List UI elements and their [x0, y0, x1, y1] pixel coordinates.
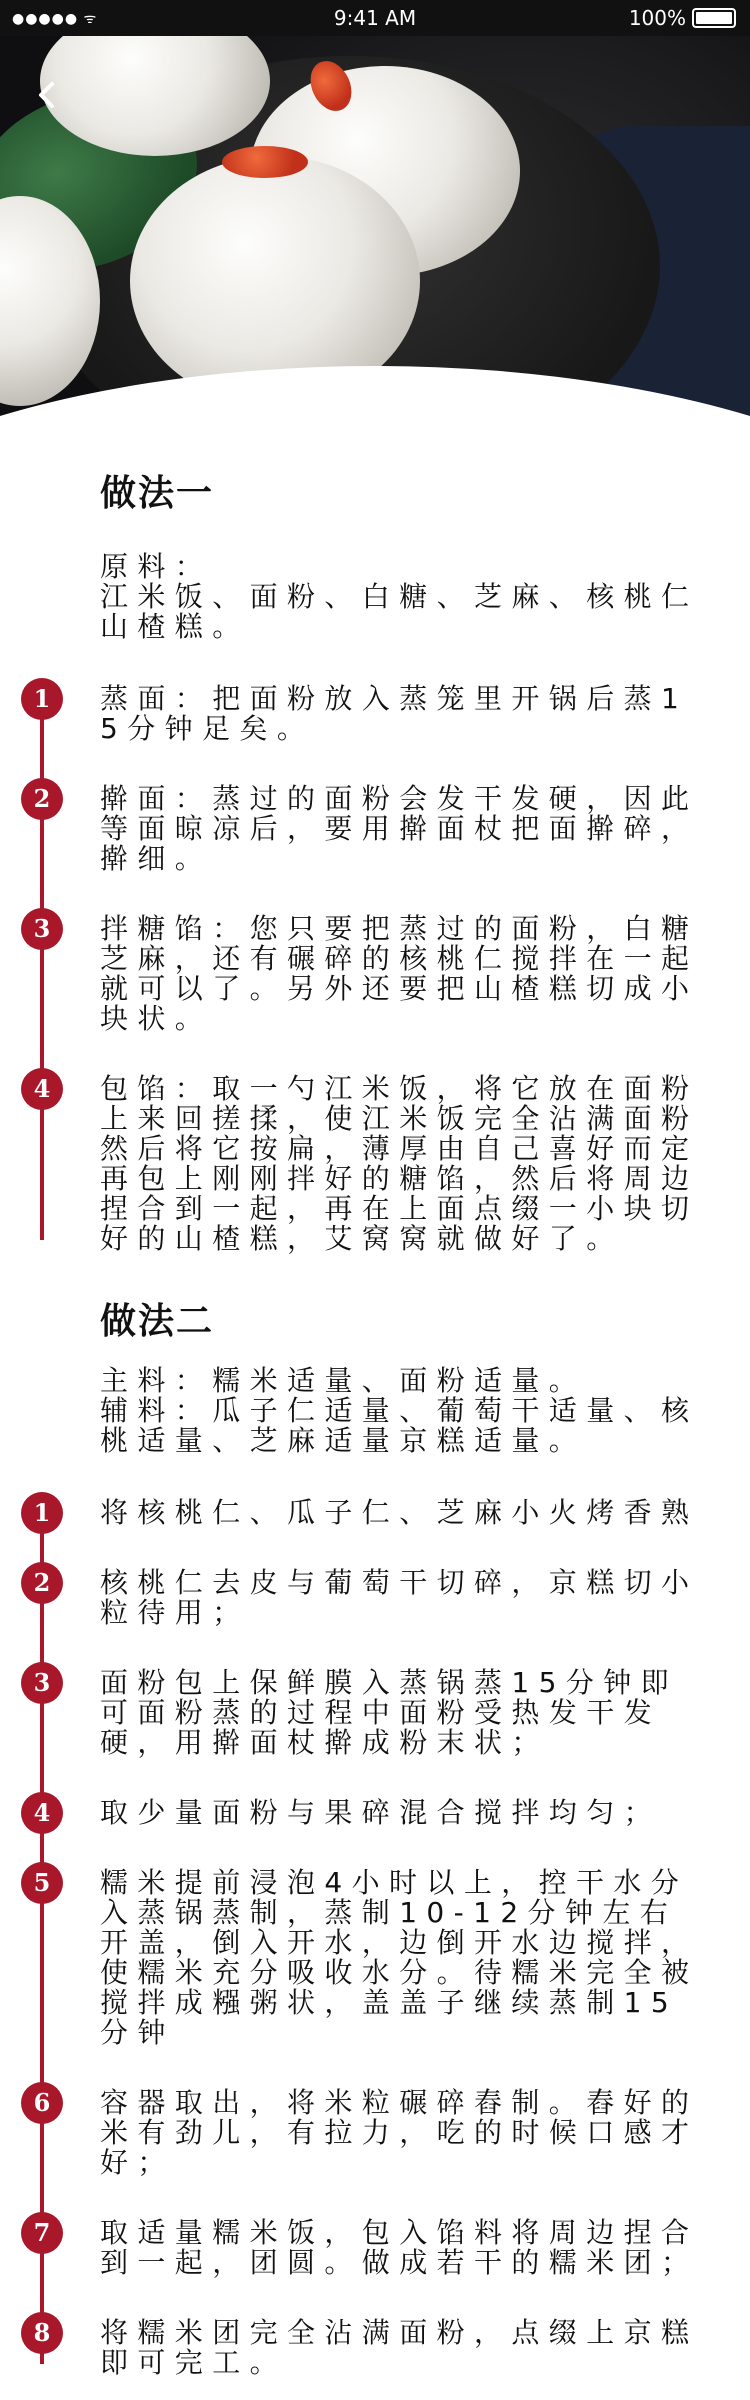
step-item: [33, 782, 714, 875]
step-text: 取适量糯米饭，包入馅料将周边捏合到一起，团圆。做成若干的糯米团；: [100, 2216, 699, 2279]
step-number-badge: 1: [21, 1492, 63, 1534]
step-number-badge: 7: [21, 2212, 63, 2254]
step-list: [33, 1496, 714, 2379]
step-number-badge: 2: [21, 778, 63, 820]
step-text: 将糯米团完全沾满面粉，点缀上京糕即可完工。: [100, 2316, 699, 2379]
step-text: 拌糖馅：您只要把蒸过的面粉，白糖芝麻，还有碾碎的核桃仁搅拌在一起就可以了。另外还要把山楂糕切成小块状。: [100, 912, 699, 1035]
signal-wifi-icon: ●●●●● ᯤ: [12, 11, 98, 27]
step-number-badge: 2: [21, 1562, 63, 1604]
step-text: 包馅：取一勺江米饭，将它放在面粉上来回搓揉，使江米饭完全沾满面粉然后将它按扁，薄厚由自己喜好而定再包上刚刚拌好的糖馅，然后将周边捏合到一起，再在上面点缀一小块切好的山楂糕，艾窝窝就做好了。: [100, 1072, 699, 1255]
goji-berry: [222, 146, 308, 178]
method-2: [33, 1298, 714, 2379]
step-item: [33, 2316, 714, 2379]
method-1: [33, 470, 714, 1255]
step-number-badge: 1: [21, 678, 63, 720]
ingredients: 原料： 江米饭、面粉、白糖、芝麻、核桃仁山楂糕。: [100, 550, 699, 643]
step-item: [33, 1496, 714, 1529]
step-number-badge: 4: [21, 1068, 63, 1110]
battery-status: [629, 6, 736, 30]
step-item: [33, 1072, 714, 1255]
step-text: 将核桃仁、瓜子仁、芝麻小火烤香熟: [100, 1496, 699, 1529]
step-item: [33, 1866, 714, 2049]
step-number-badge: 4: [21, 1792, 63, 1834]
step-text: 面粉包上保鲜膜入蒸锅蒸15分钟即可面粉蒸的过程中面粉受热发干发硬，用擀面杖擀成粉末状；: [100, 1666, 679, 1759]
step-number-badge: 8: [21, 2312, 63, 2354]
section-title: 做法一: [100, 473, 215, 514]
back-button[interactable]: [32, 80, 62, 110]
step-text: 蒸面：把面粉放入蒸笼里开锅后蒸15分钟足矣。: [100, 682, 689, 745]
step-number-badge: 3: [21, 908, 63, 950]
step-text: 容器取出，将米粒碾碎舂制。舂好的米有劲儿，有拉力，吃的时候口感才好；: [100, 2086, 699, 2179]
recipe-content: [33, 470, 714, 2379]
step-item: [33, 682, 714, 745]
step-item: [33, 1796, 714, 1829]
battery-percent: 100%: [628, 6, 686, 30]
step-list: [33, 682, 714, 1255]
step-item: [33, 1666, 714, 1759]
step-text: 取少量面粉与果碎混合搅拌均匀；: [100, 1796, 662, 1829]
step-text: 擀面：蒸过的面粉会发干发硬，因此等面晾凉后，要用擀面杖把面擀碎，擀细。: [100, 782, 699, 875]
ingredients: 主料：糯米适量、面粉适量。 辅料：瓜子仁适量、葡萄干适量、核桃适量、芝麻适量京糕适量。: [100, 1364, 699, 1457]
step-item: [33, 2216, 714, 2279]
step-item: [33, 912, 714, 1035]
hero-image: [0, 36, 750, 456]
step-number-badge: 6: [21, 2082, 63, 2124]
status-bar: [0, 0, 750, 36]
step-item: [33, 1566, 714, 1629]
step-text: 核桃仁去皮与葡萄干切碎，京糕切小粒待用；: [100, 1566, 699, 1629]
step-number-badge: 3: [21, 1662, 63, 1704]
battery-icon: [692, 8, 736, 28]
status-time: 9:41 AM: [333, 6, 417, 30]
step-item: [33, 2086, 714, 2179]
section-title: 做法二: [100, 1301, 215, 1342]
step-text: 糯米提前浸泡4小时以上，控干水分入蒸锅蒸制，蒸制10-12分钟左右开盖，倒入开水，边倒开水边搅拌，使糯米充分吸收水分。待糯米完全被搅拌成糨粥状，盖盖子继续蒸制15分钟: [100, 1866, 699, 2049]
step-number-badge: 5: [21, 1862, 63, 1904]
chevron-left-icon: [32, 80, 62, 110]
